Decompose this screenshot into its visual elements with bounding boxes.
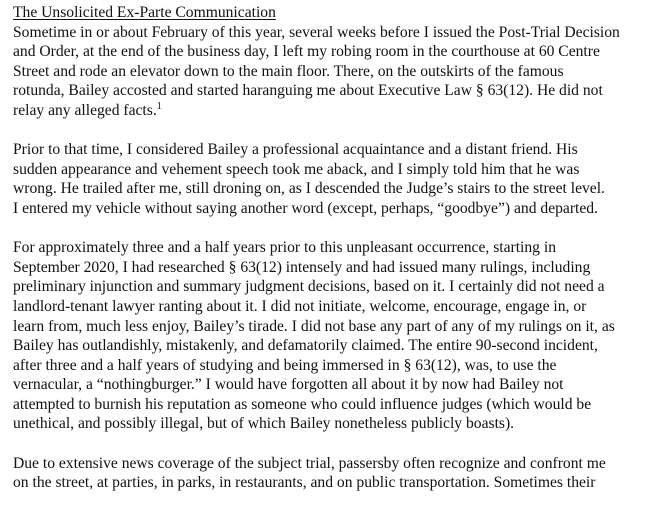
paragraph-line: and Order, at the end of the business day, I left my robing room in the courthouse at 60 Centre (13, 43, 600, 61)
paragraph-line-text: relay any alleged facts. (13, 101, 157, 119)
paragraph-line: learn from, much less enjoy, Bailey’s tirade. I did not base any part of any of my rulings on it, as (13, 317, 615, 335)
paragraph-line: unethical, and possibly illegal, but of which Bailey nonetheless publicly boasts). (13, 415, 515, 433)
footnote-reference[interactable]: 1 (156, 100, 162, 112)
section-heading: The Unsolicited Ex-Parte Communication (13, 4, 276, 21)
paragraph-line: September 2020, I had researched § 63(12) intensely and had issued many rulings, including (13, 258, 591, 276)
document-page (13, 3, 649, 512)
paragraph-line: landlord-tenant lawyer ranting about it. I did not initiate, welcome, encourage, engage in, or (13, 297, 587, 315)
paragraph-line: For approximately three and a half years prior to this unpleasant occurrence, starting in (13, 239, 556, 257)
paragraph-line: preliminary injunction and summary judgment decisions, based on it. I certainly did not need a (13, 278, 605, 296)
paragraph-line: vernacular, a “nothingburger.” I would have forgotten all about it by now had Bailey not (13, 376, 564, 394)
paragraph-line: on the street, at parties, in parks, in restaurants, and on public transportation. Sometimes their (13, 474, 596, 492)
paragraph-line: Prior to that time, I considered Bailey a professional acquaintance and a distant friend. His (13, 141, 578, 159)
paragraph-line: Street and rode an elevator down to the main floor. There, on the outskirts of the famous (13, 62, 564, 80)
paragraph-line: rotunda, Bailey accosted and started haranguing me about Executive Law § 63(12). He did not (13, 82, 603, 100)
paragraph-line: wrong. He trailed after me, still droning on, as I descended the Judge’s stairs to the street level. (13, 180, 605, 198)
paragraph-line: Bailey has outlandishly, mistakenly, and defamatorily claimed. The entire 90-second incident, (13, 337, 598, 355)
paragraph-line: sudden appearance and vehement speech took me aback, and I simply told him that he was (13, 160, 580, 178)
paragraph-3 (13, 238, 649, 434)
paragraph-line: Due to extensive news coverage of the subject trial, passersby often recognize and confront me (13, 454, 606, 472)
paragraph-line: I entered my vehicle without saying another word (except, perhaps, “goodbye”) and departed. (13, 199, 598, 217)
paragraph-2 (13, 140, 649, 218)
paragraph-1 (13, 23, 649, 121)
paragraph-4 (13, 454, 649, 493)
paragraph-line: attempted to burnish his reputation as someone who could influence judges (which would be (13, 395, 592, 413)
paragraph-line-last (13, 101, 649, 121)
paragraph-line: after three and a half years of studying and being immersed in § 63(12), was, to use the (13, 356, 557, 374)
paragraph-line: Sometime in or about February of this year, several weeks before I issued the Post-Trial Decision (13, 23, 620, 41)
